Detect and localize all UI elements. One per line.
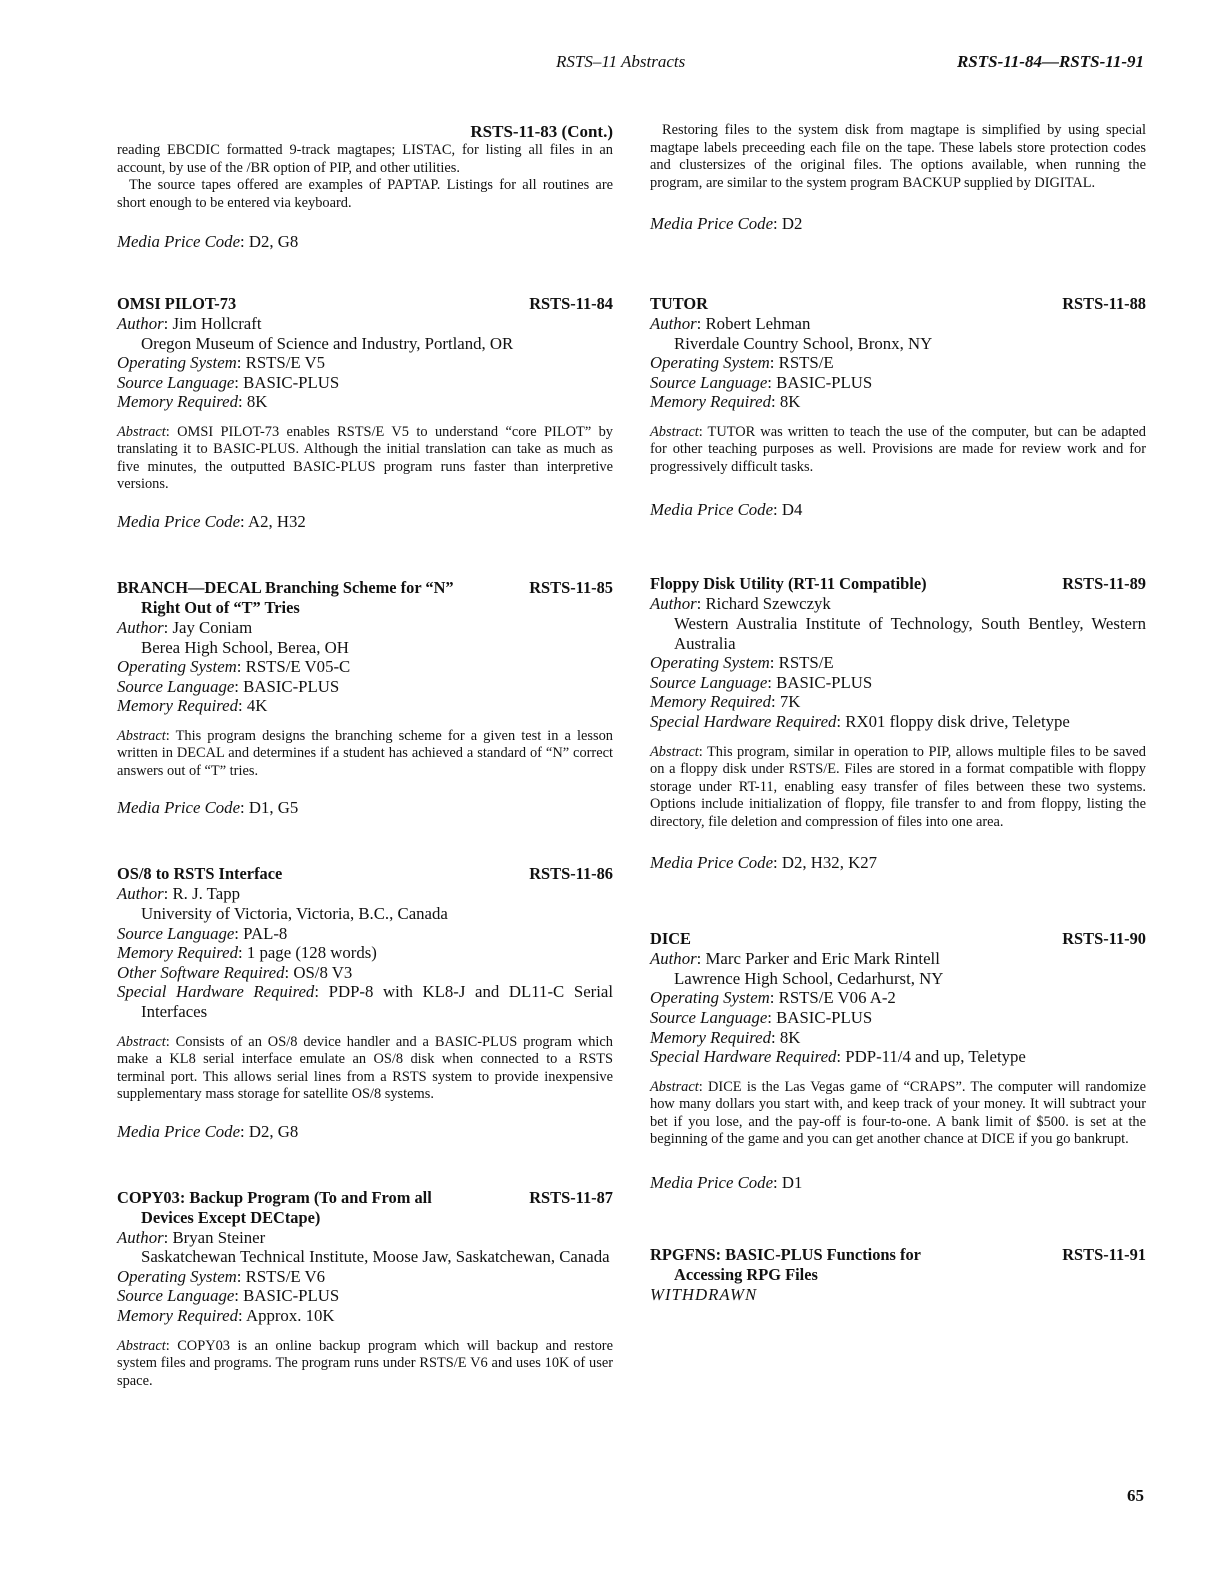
abstract-text: Abstract: DICE is the Las Vegas game of “CRAPS”. The computer will randomize how many dollars you start with, and keep track of your money. It will subtract your bet if you lose, and the pay-off is four-to-one. A bank limit of $500. is set at the beginning of the game and you can get another chance at DICE if you go bankrupt. bbox=[650, 1078, 1146, 1148]
source-language-field: Source Language: BASIC-PLUS bbox=[117, 372, 340, 392]
other-software-field: Other Software Required: OS/8 V3 bbox=[117, 962, 353, 982]
continued-paragraph: Restoring files to the system disk from magtape is simplified by using special magtape labels preceeding each file on the tape. These labels store protection codes and clustersizes of the original files. The options available, when running the program, are similar to the system program BACKUP supplied by DIGITAL. bbox=[650, 122, 1146, 191]
running-header-title: RSTS–11 Abstracts bbox=[556, 52, 686, 71]
operating-system-field: Operating System: RSTS/E V05-C bbox=[117, 657, 351, 677]
operating-system-field: Operating System: RSTS/E V6 bbox=[117, 1266, 326, 1286]
author-affiliation: Berea High School, Berea, OH bbox=[141, 637, 349, 657]
special-hardware-field: Special Hardware Required: RX01 floppy disk drive, Teletype bbox=[650, 712, 1070, 732]
entry-title: DICE bbox=[650, 929, 691, 949]
media-price-code bbox=[117, 232, 613, 252]
entry-code: RSTS-11-88 bbox=[1062, 294, 1146, 313]
author-field: Author: Jay Coniam bbox=[117, 617, 253, 637]
author-field: Author: Richard Szewczyk bbox=[650, 594, 831, 614]
abstract-text: Abstract: OMSI PILOT-73 enables RSTS/E V5 to understand “core PILOT” by translating it to BASIC-PLUS. Although the initial translation can take as much as five minutes, the outputted BASIC-PLUS program runs faster than interpretive versions. bbox=[117, 423, 613, 493]
author-affiliation: Oregon Museum of Science and Industry, Portland, OR bbox=[141, 333, 514, 353]
operating-system-field: Operating System: RSTS/E V06 A-2 bbox=[650, 988, 896, 1008]
entry-title: OS/8 to RSTS Interface bbox=[117, 864, 283, 884]
memory-required-field: Memory Required: 8K bbox=[117, 392, 268, 412]
entry-code: RSTS-11-84 bbox=[529, 294, 613, 313]
left-column bbox=[117, 118, 613, 1390]
continued-paragraph-2: The source tapes offered are examples of PAPTAP. Listings for all routines are short enough to be entered via keyboard. bbox=[117, 177, 613, 211]
entry-rsts-11-90 bbox=[650, 929, 1146, 1193]
abstract-text: Abstract: This program designs the branching scheme for a given test in a lesson written in DECAL and determines if a student has achieved a standard of “N” correct answers out of “T” tries. bbox=[117, 727, 613, 779]
entry-code: RSTS-11-86 bbox=[529, 864, 613, 884]
media-price-code: Media Price Code: D2, G8 bbox=[117, 1121, 299, 1141]
entry-title-row bbox=[650, 1245, 1146, 1285]
author-affiliation: Saskatchewan Technical Institute, Moose Jaw, Saskatchewan, Canada bbox=[141, 1247, 610, 1267]
right-column bbox=[650, 118, 1146, 1305]
author-field: Author: Robert Lehman bbox=[650, 314, 811, 333]
entry-title-row bbox=[117, 1188, 613, 1228]
media-label: Media Price Code bbox=[117, 232, 241, 251]
abstract-text: Abstract: Consists of an OS/8 device handler and a BASIC-PLUS program which make a KL8 serial interface emulate an OS/8 disk when connected to a RSTS terminal port. This allows serial lines from a RSTS system to provide inexpensive supplementary mass storage for satellite OS/8 systems. bbox=[117, 1033, 613, 1103]
continued-title: RSTS-11-83 (Cont.) bbox=[470, 122, 613, 141]
entry-title-row bbox=[117, 294, 613, 314]
abstract-text: Abstract: This program, similar in operation to PIP, allows multiple files to be saved on a floppy disk under RSTS/E. Files are stored in a format compatible with floppy storage under RT-11, enabling easy transfer of files between these two systems. Options include initialization of floppy, file transfer to and from floppy, listing the directory, file deletion and compression of files into one area. bbox=[650, 743, 1146, 830]
special-hardware-field: Special Hardware Required: PDP-8 with KL8-J and DL11-C Serial Interfaces bbox=[117, 982, 614, 1021]
operating-system-field: Operating System: RSTS/E V5 bbox=[117, 353, 326, 373]
source-language-field: Source Language: BASIC-PLUS bbox=[650, 1007, 873, 1027]
entry-title-row bbox=[117, 864, 613, 884]
entry-code: RSTS-11-90 bbox=[1062, 929, 1146, 949]
continued-paragraph-1: reading EBCDIC formatted 9-track magtapes; LISTAC, for listing all files in an account, by use of the /BR option of PIP, and other utilities. bbox=[117, 142, 613, 176]
operating-system-field: Operating System: RSTS/E bbox=[650, 653, 834, 673]
entry-title: RPGFNS: BASIC-PLUS Functions for Accessing RPG Files bbox=[650, 1244, 921, 1284]
media-value: : D2, G8 bbox=[240, 232, 299, 251]
entry-title: Floppy Disk Utility (RT-11 Compatible) bbox=[650, 574, 927, 594]
entry-title: OMSI PILOT-73 bbox=[117, 294, 237, 313]
author-affiliation: Lawrence High School, Cedarhurst, NY bbox=[674, 968, 944, 988]
operating-system-field: Operating System: RSTS/E bbox=[650, 353, 834, 373]
author-affiliation: Riverdale Country School, Bronx, NY bbox=[674, 333, 933, 353]
entry-code: RSTS-11-85 bbox=[529, 577, 613, 597]
entry-rsts-11-89 bbox=[650, 574, 1146, 873]
entry-rsts-11-87 bbox=[117, 1188, 613, 1390]
entry-rsts-11-83-continued bbox=[117, 122, 613, 252]
entry-title-row bbox=[117, 578, 613, 618]
memory-required-field: Memory Required: 1 page (128 words) bbox=[117, 943, 377, 963]
source-language-field: Source Language: PAL-8 bbox=[117, 923, 288, 943]
running-header-range: RSTS-11-84—RSTS-11-91 bbox=[956, 52, 1144, 71]
entry-code: RSTS-11-87 bbox=[529, 1187, 613, 1207]
entry-title: TUTOR bbox=[650, 294, 708, 313]
entry-rsts-11-88 bbox=[650, 294, 1146, 520]
abstract-text: Abstract: COPY03 is an online backup program which will backup and restore system files and programs. The program runs under RSTS/E V6 and uses 10K of user space. bbox=[117, 1337, 613, 1389]
entry-rsts-11-85 bbox=[117, 578, 613, 818]
entry-code: RSTS-11-91 bbox=[1062, 1244, 1146, 1264]
memory-required-field: Memory Required: 8K bbox=[650, 1027, 801, 1047]
media-price-code: Media Price Code: D2 bbox=[650, 214, 803, 233]
page-number: 65 bbox=[1127, 1486, 1144, 1505]
media-price-code: Media Price Code: D4 bbox=[650, 500, 803, 520]
media-price-code: Media Price Code: A2, H32 bbox=[117, 511, 306, 531]
author-field: Author: Jim Hollcraft bbox=[117, 314, 262, 333]
entry-rsts-11-86 bbox=[117, 864, 613, 1141]
memory-required-field: Memory Required: 4K bbox=[117, 696, 268, 716]
media-price-code: Media Price Code: D2, H32, K27 bbox=[650, 853, 877, 873]
author-field: Author: R. J. Tapp bbox=[117, 884, 240, 904]
source-language-field: Source Language: BASIC-PLUS bbox=[117, 1286, 340, 1306]
source-language-field: Source Language: BASIC-PLUS bbox=[117, 676, 340, 696]
source-language-field: Source Language: BASIC-PLUS bbox=[650, 672, 873, 692]
media-price-code: Media Price Code: D1 bbox=[650, 1172, 803, 1192]
entry-title-row bbox=[650, 574, 1146, 594]
withdrawn-status: WITHDRAWN bbox=[650, 1284, 758, 1304]
media-price-code: Media Price Code: D1, G5 bbox=[117, 798, 299, 818]
author-field: Author: Bryan Steiner bbox=[117, 1227, 266, 1247]
author-field: Author: Marc Parker and Eric Mark Rintell bbox=[650, 949, 940, 969]
entry-code: RSTS-11-89 bbox=[1062, 574, 1146, 594]
memory-required-field: Memory Required: 7K bbox=[650, 692, 801, 712]
abstract-text: Abstract: TUTOR was written to teach the use of the computer, but can be adapted for other teaching purposes as well. Provisions are made for review work and for progressively difficult tasks. bbox=[650, 423, 1146, 475]
source-language-field: Source Language: BASIC-PLUS bbox=[650, 372, 873, 392]
memory-required-field: Memory Required: 8K bbox=[650, 392, 801, 412]
memory-required-field: Memory Required: Approx. 10K bbox=[117, 1305, 335, 1325]
entry-rsts-11-91 bbox=[650, 1245, 1146, 1305]
author-affiliation: University of Victoria, Victoria, B.C., Canada bbox=[141, 904, 448, 924]
entry-rsts-11-84 bbox=[117, 294, 613, 532]
entry-title-row bbox=[650, 294, 1146, 314]
entry-rsts-11-87-continued bbox=[650, 118, 1146, 234]
entry-title: BRANCH—DECAL Branching Scheme for “N” Right Out of “T” Tries bbox=[117, 577, 454, 617]
entry-title: COPY03: Backup Program (To and From all Devices Except DECtape) bbox=[117, 1187, 432, 1227]
author-affiliation: Western Australia Institute of Technology, South Bentley, Western Australia bbox=[674, 614, 1146, 653]
entry-title-row bbox=[650, 929, 1146, 949]
special-hardware-field: Special Hardware Required: PDP-11/4 and up, Teletype bbox=[650, 1047, 1026, 1067]
